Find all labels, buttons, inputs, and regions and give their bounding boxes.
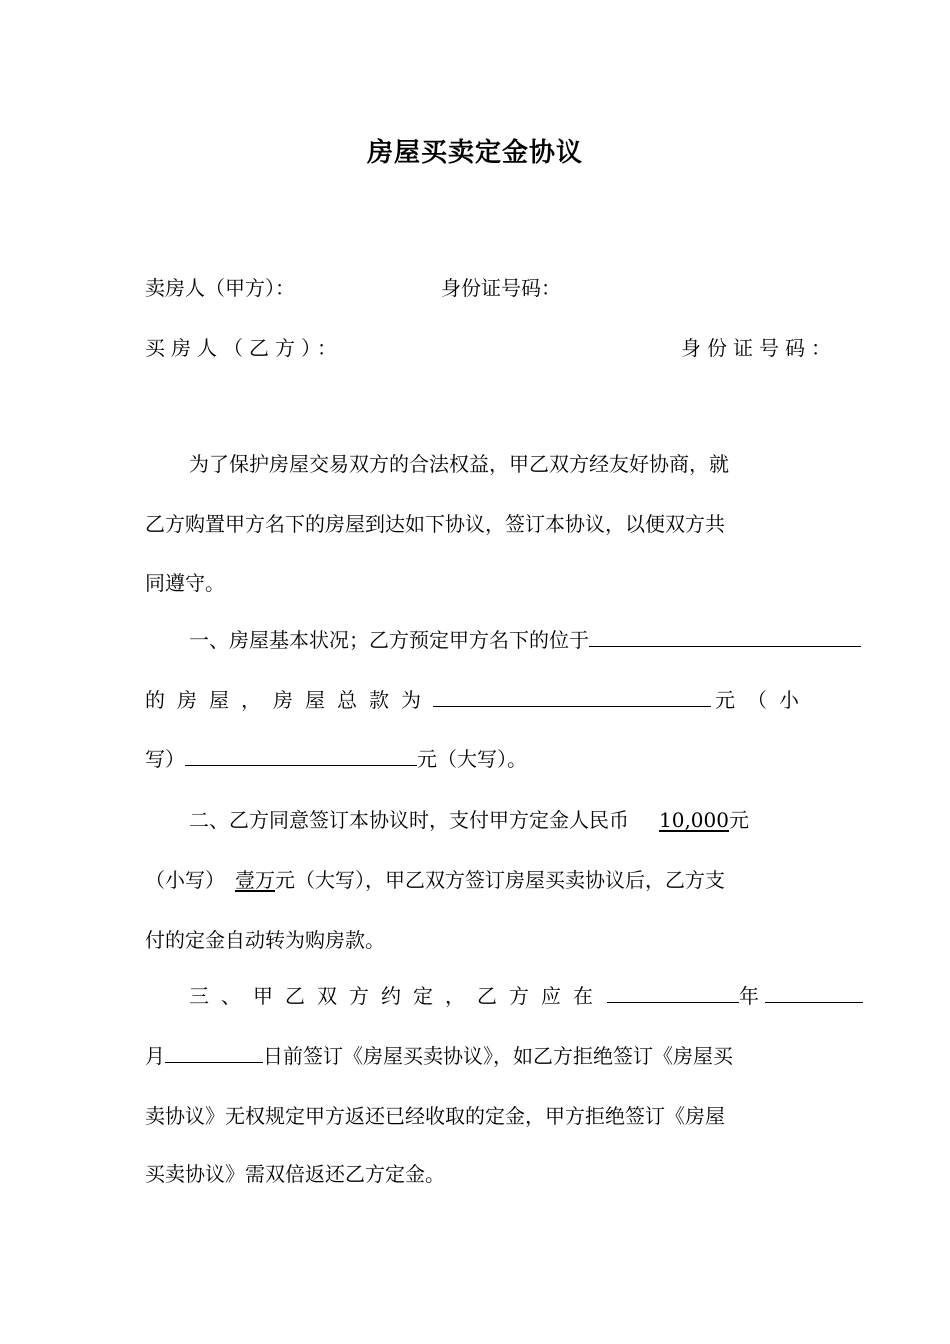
clause3-text-2b: 日前签订《房屋买卖协议》，如乙方拒绝签订《房屋买	[263, 1044, 733, 1068]
seller-id-label: 身份证号码：	[441, 276, 561, 300]
clause2-text-1-end: 元	[728, 808, 749, 832]
clause3-line-2	[145, 1042, 733, 1070]
intro-line-1	[189, 450, 729, 478]
clause1-line-1	[189, 626, 861, 654]
buyer-line	[145, 334, 343, 362]
clause3-text-3: 卖协议》无权规定甲方返还已经收取的定金，甲方拒绝签订《房屋	[145, 1104, 725, 1128]
clause3-line-3	[145, 1102, 725, 1130]
month-blank[interactable]	[765, 982, 863, 1003]
clause3-text-4: 买卖协议》需双倍返还乙方定金。	[145, 1162, 445, 1186]
location-blank[interactable]	[589, 626, 861, 647]
clause2-text-2b: 元（大写），甲乙双方签订房屋买卖协议后，乙方支	[275, 868, 725, 892]
clause3-year-label: 年	[739, 984, 759, 1008]
total-price-big-blank[interactable]	[185, 745, 417, 766]
document-title: 房屋买卖定金协议	[366, 138, 583, 168]
clause3-month-label: 月	[145, 1044, 165, 1068]
intro-line-3	[145, 569, 225, 597]
deposit-amount-big: 壹万	[235, 868, 275, 892]
clause2-text-1: 二、乙方同意签订本协议时，支付甲方定金人民币	[189, 808, 629, 832]
total-price-small-blank[interactable]	[433, 686, 711, 707]
clause3-line-1	[189, 982, 863, 1010]
clause2-line-2	[145, 866, 725, 894]
clause1-text-2b: 元（小	[715, 688, 811, 712]
intro-line-2	[145, 510, 725, 538]
intro-text-1: 为了保护房屋交易双方的合法权益，甲乙双方经友好协商，就	[189, 452, 729, 476]
seller-line	[145, 274, 295, 302]
clause1-text-3b: 元（大写）。	[417, 747, 527, 771]
seller-id-line	[441, 274, 561, 302]
year-blank[interactable]	[607, 982, 739, 1003]
clause1-text-3a: 写）	[145, 747, 185, 771]
clause1-line-3	[145, 745, 527, 773]
clause3-text-1a: 三、甲乙双方约定，乙方应在	[189, 984, 605, 1008]
seller-label: 卖房人（甲方）：	[145, 276, 295, 300]
day-blank[interactable]	[165, 1042, 263, 1063]
clause2-text-3: 付的定金自动转为购房款。	[145, 928, 385, 952]
clause2-line-3	[145, 926, 385, 954]
buyer-id-line	[681, 334, 837, 362]
clause1-text-1: 一、房屋基本状况；乙方预定甲方名下的位于	[189, 628, 589, 652]
clause1-text-2a: 的房屋，房屋总款为	[145, 688, 433, 712]
intro-text-2: 乙方购置甲方名下的房屋到达如下协议，签订本协议，以便双方共	[145, 512, 725, 536]
intro-text-3: 同遵守。	[145, 571, 225, 595]
clause1-line-2	[145, 686, 811, 714]
buyer-id-label: 身份证号码：	[681, 336, 837, 360]
deposit-amount-small: 10,000	[659, 808, 729, 832]
clause2-text-2a: （小写）	[145, 868, 225, 892]
buyer-label: 买房人（乙方）：	[145, 336, 343, 360]
clause2-line-1	[189, 806, 749, 834]
clause3-line-4	[145, 1160, 445, 1188]
